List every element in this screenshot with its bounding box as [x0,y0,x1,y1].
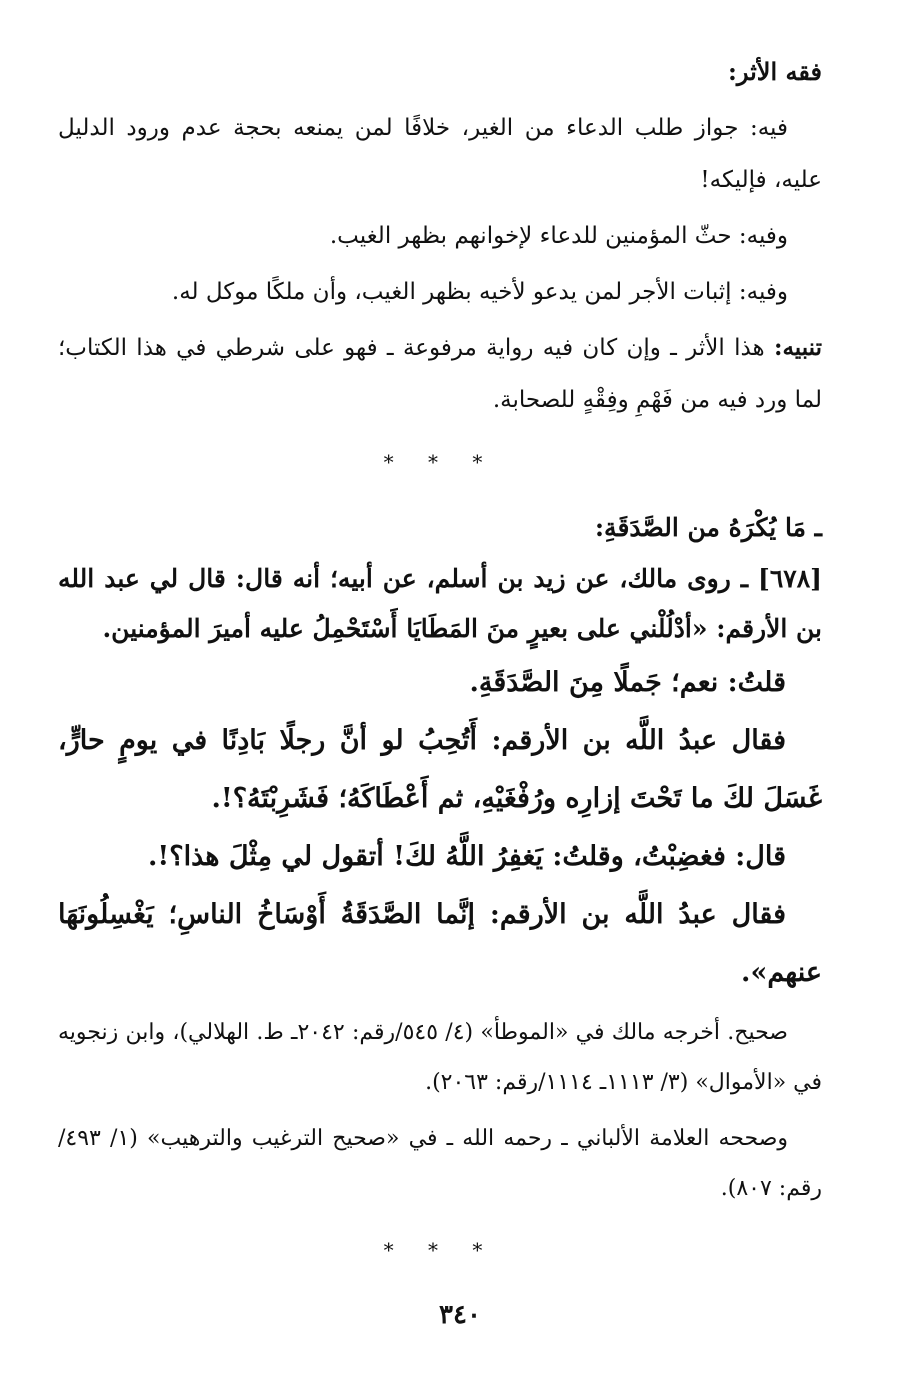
separator-stars-bottom: * * * [383,1238,497,1262]
page-content [58,52,822,1292]
note-text: هذا الأثر ـ وإن كان فيه رواية مرفوعة ـ فهو على شرطي في هذا الكتاب؛ لما ورد فيه من فَهْمِ وفِقْهٍ للصحابة. [58,335,822,413]
fiqh-point: وفيه: حثّ المؤمنين للدعاء لإخوانهم بظهر الغيب. [329,223,788,249]
fiqh-point: وفيه: إثبات الأجر لمن يدعو لأخيه بظهر الغيب، وأن ملكًا موكل له. [171,279,788,305]
section-title: ـ مَا يُكْرَهُ من الصَّدَقَةِ: [594,513,822,542]
hadith-paragraph: قلتُ: نعم؛ جَملًا مِنَ الصَّدَقَةِ. [469,667,786,698]
page-number: ٣٤٠ [439,1300,481,1330]
hadith-paragraph: قال: فغضِبْتُ، وقلتُ: يَغفِرُ اللَّهُ لكَ! أتقول لي مِثْلَ هذا؟!. [148,841,786,872]
hadith-intro: [٦٧٨] ـ روى مالك، عن زيد بن أسلم، عن أبيه؛ أنه قال: قال لي عبد الله بن الأرقم: «أدْلُلْني على بعيرٍ منَ المَطَايَا أَسْتَحْمِلُ عليه أميرَ المؤمنين. [58,564,822,643]
source-citation: صحيح. أخرجه مالك في «الموطأ» (٤/ ٥٤٥/رقم: ٢٠٤٢ـ ط. الهلالي)، وابن زنجويه في «الأموال» (٣/ ١١١٣ـ ١١١٤/رقم: ٢٠٦٣). [58,1020,822,1095]
hadith-paragraph: فقال عبدُ اللَّه بن الأرقم: أَتُحِبُ لو أنَّ رجلًا بَادِنًا في يومٍ حارٍّ، غَسَلَ لكَ ما تَحْتَ إزارِه ورُفْغَيْهِ، ثم أَعْطَاكَهُ؛ فَشَرِبْتَهُ؟!. [58,725,822,814]
separator-stars: * * * [383,450,497,474]
fiqh-point: فيه: جواز طلب الدعاء من الغير، خلافًا لمن يمنعه بحجة عدم ورود الدليل عليه، فإليكه! [58,115,822,193]
hadith-paragraph: فقال عبدُ اللَّه بن الأرقم: إنَّما الصَّدَقَةُ أَوْسَاخُ الناسِ؛ يَغْسِلُونَهَا عنهم». [58,899,822,988]
source-citation: وصححه العلامة الألباني ـ رحمه الله ـ في «صحيح الترغيب والترهيب» (١/ ٤٩٣/ رقم: ٨٠٧). [58,1126,822,1201]
fiqh-heading: فقه الأثر: [728,57,822,86]
note-lead: تنبيه: [773,334,822,361]
note-paragraph [58,322,822,426]
